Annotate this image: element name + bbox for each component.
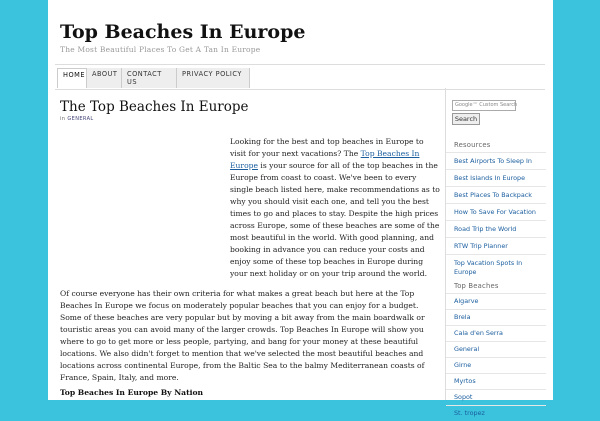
resources-heading: Resources <box>454 141 491 149</box>
nav-item-about[interactable]: ABOUT <box>87 68 122 88</box>
sidebar <box>445 88 554 417</box>
nav-item-privacy-policy[interactable]: PRIVACY POLICY <box>177 68 250 88</box>
resource-link[interactable]: Best Airports To Sleep In <box>446 152 546 169</box>
beach-link[interactable]: Brela <box>446 309 546 325</box>
post-subheading: Top Beaches In Europe By Nation <box>60 388 204 397</box>
main-content <box>60 94 440 397</box>
post-intro <box>230 136 440 280</box>
post-meta-prefix: in <box>60 116 66 122</box>
resource-link[interactable]: Top Vacation Spots In Europe <box>446 254 546 280</box>
site-header <box>60 20 540 54</box>
beach-link[interactable]: Algarve <box>446 293 546 309</box>
search-button[interactable]: Search <box>452 113 480 125</box>
post-body-paragraph: Of course everyone has their own criteria for what makes a great beach but here at the Top Beaches In Europe we focus on moderately popular beaches that you can enjoy for a budget. Some of these beaches are very popular but by moving a bit away from the main boardwalk or touristic areas you can avoid many of the larger crowds. Top Beaches In Europe will show you where to go to get more or less people, partying, and bang for your money at these beautiful locations. We also didn't forget to mention that we've selected the most beautiful beaches and locations across continental Europe, from the Baltic Sea to the balmy Mediterranean coasts of France, Spain, Italy, and more. <box>60 289 425 382</box>
beach-link[interactable]: Myrtos <box>446 373 546 389</box>
resources-list <box>446 152 546 280</box>
resource-link[interactable]: RTW Trip Planner <box>446 237 546 254</box>
beach-link[interactable]: Cala d'en Serra <box>446 325 546 341</box>
site-tagline: The Most Beautiful Places To Get A Tan In Europe <box>60 45 261 54</box>
resource-link[interactable]: How To Save For Vacation <box>446 203 546 220</box>
search-input[interactable]: Google™ Custom Search <box>452 100 516 111</box>
nav-item-contact-us[interactable]: CONTACT US <box>122 68 177 88</box>
page <box>48 0 553 417</box>
post-title[interactable]: The Top Beaches In Europe <box>60 99 249 115</box>
main-nav <box>55 64 545 90</box>
beach-link[interactable]: Girne <box>446 357 546 373</box>
beaches-heading: Top Beaches <box>454 282 499 290</box>
intro-text-after: is your source for all of the top beaches in the Europe from coast to coast. We've been to every single beach listed here, make recommendations as to why you should visit each one, and tell you the best times to go and places to stay. Despite the high prices across Europe, some of these beaches are some of the most beautiful in the world. With good planning, and booking in advance you can reduce your costs and enjoy some of these top beaches in Europe during your next holiday or on your trip around the world. <box>230 161 440 278</box>
resource-link[interactable]: Best Islands In Europe <box>446 169 546 186</box>
beach-link[interactable]: General <box>446 341 546 357</box>
intro-text-before: Looking for the best and top beaches in Europe to visit for your next vacations? The <box>230 137 424 158</box>
resource-link[interactable]: Best Places To Backpack <box>446 186 546 203</box>
beach-link[interactable]: St. tropez <box>446 405 546 421</box>
post-category-link[interactable]: GENERAL <box>67 116 94 122</box>
resource-link[interactable]: Road Trip the World <box>446 220 546 237</box>
site-title[interactable]: Top Beaches In Europe <box>60 21 306 43</box>
nav-item-home[interactable]: HOME <box>57 68 87 88</box>
post-meta <box>60 116 438 122</box>
site-home-link[interactable]: Top Beaches In Europe <box>230 149 420 170</box>
beaches-list <box>446 293 546 421</box>
beach-link[interactable]: Sopot <box>446 389 546 405</box>
